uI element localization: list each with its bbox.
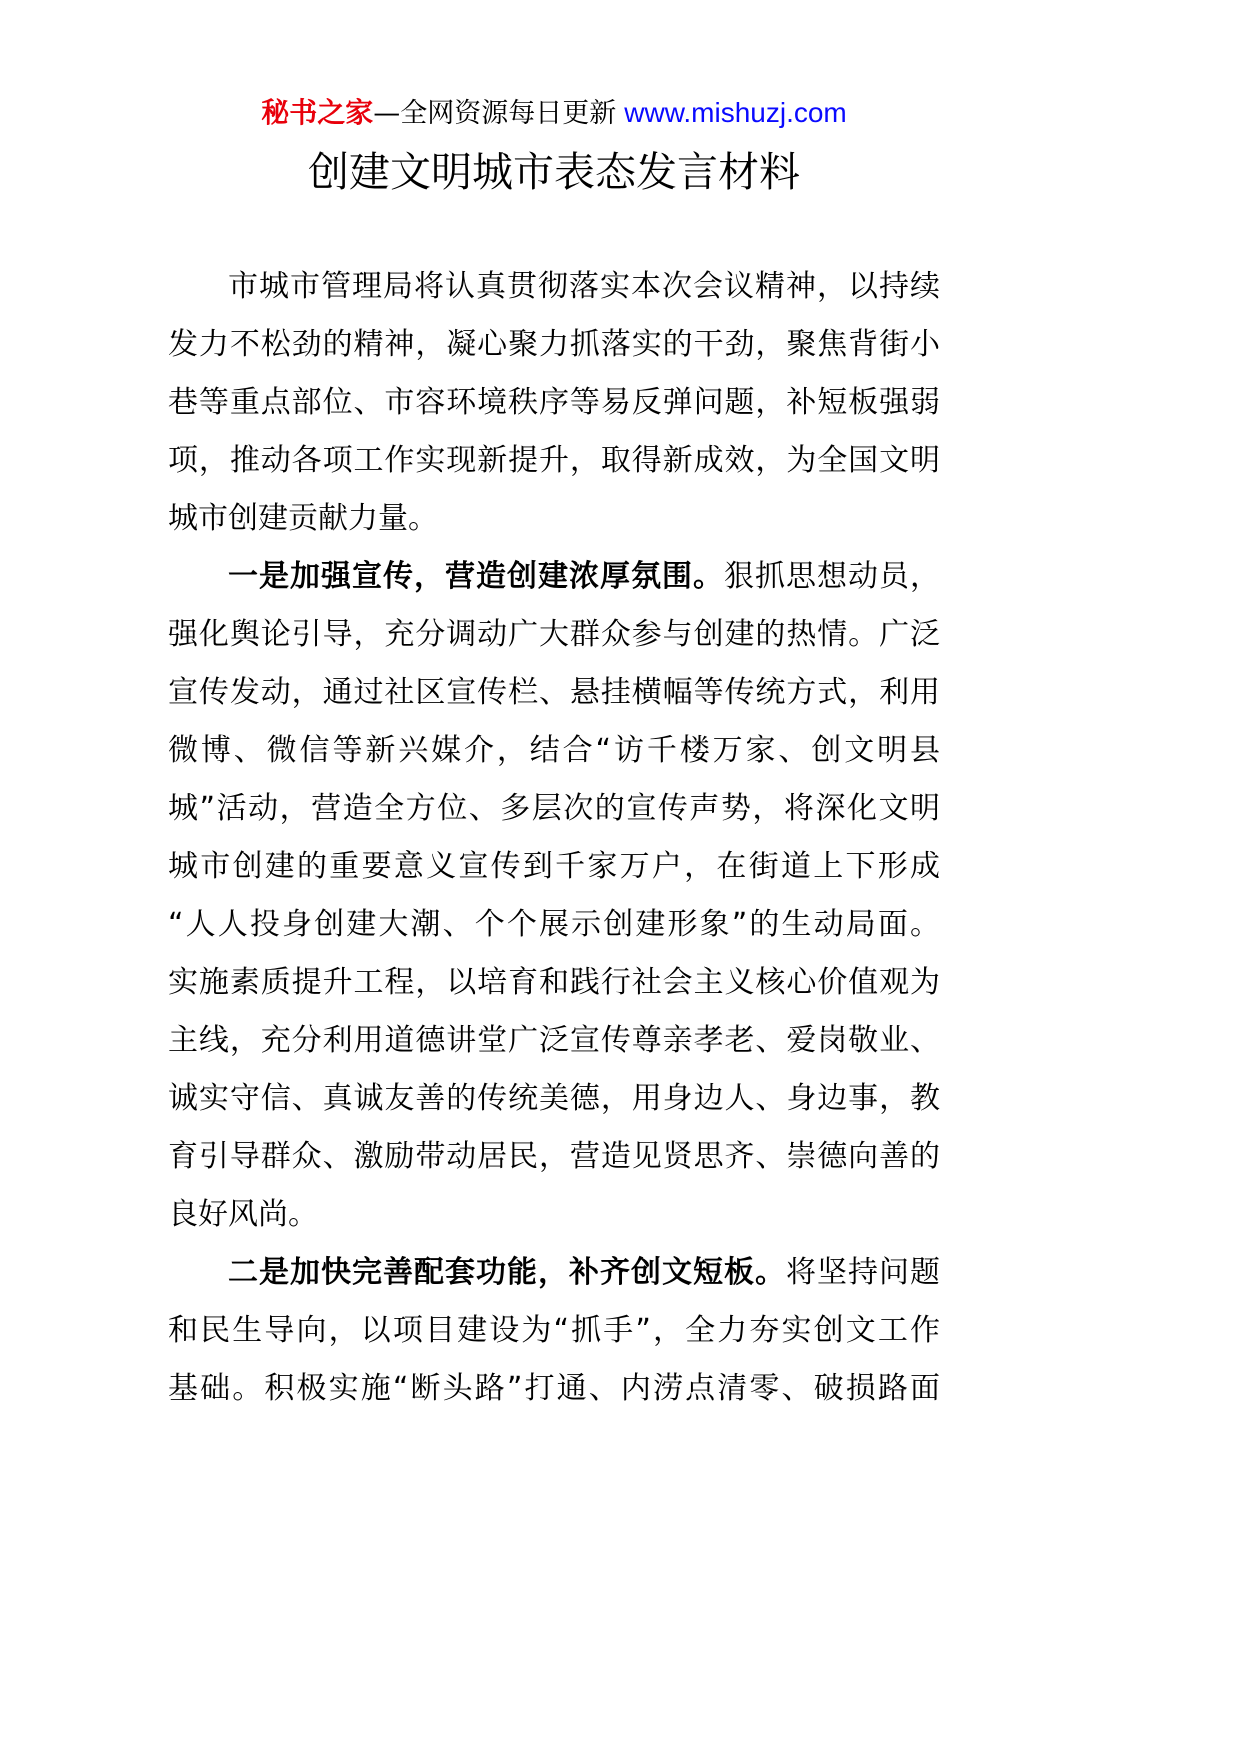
paragraph-line: 城市创建贡献力量。 (168, 501, 438, 536)
section-heading: 一是加强宣传，营造创建浓厚氛围。 (228, 559, 724, 594)
paragraph-line: 强化舆论引导，充分调动广大群众参与创建的热情。广泛 (168, 617, 940, 652)
paragraph-line: 育引导群众、激励带动居民，营造见贤思齐、崇德向善的 (168, 1139, 940, 1174)
paragraph-line: 项，推动各项工作实现新提升，取得新成效，为全国文明 (168, 443, 940, 478)
paragraph-line: 城”活动，营造全方位、多层次的宣传声势，将深化文明 (168, 791, 940, 826)
site-header (168, 93, 940, 133)
paragraph-line: 基础。积极实施“断头路”打通、内涝点清零、破损路面 (168, 1371, 940, 1406)
paragraph-line: 实施素质提升工程，以培育和践行社会主义核心价值观为 (168, 965, 940, 1000)
document-body (168, 258, 940, 1418)
site-brand: 秘书之家 (261, 96, 374, 129)
paragraph-line: 宣传发动，通过社区宣传栏、悬挂横幅等传统方式，利用 (168, 675, 940, 710)
site-url: www.mishuzj.com (624, 97, 847, 128)
paragraph-facilities (168, 1244, 940, 1418)
paragraph-text: 狠抓思想动员， (724, 559, 940, 594)
paragraph-line: 和民生导向，以项目建设为“抓手”，全力夯实创文工作 (168, 1313, 940, 1348)
paragraph-line: 微博、微信等新兴媒介，结合“访千楼万家、创文明县 (168, 733, 940, 768)
site-tagline: —全网资源每日更新 (373, 98, 617, 129)
paragraph-line: 城市创建的重要意义宣传到千家万户，在街道上下形成 (168, 849, 940, 884)
paragraph-line (168, 548, 940, 606)
paragraph-line: 巷等重点部位、市容环境秩序等易反弹问题，补短板强弱 (168, 385, 940, 420)
paragraph-line: 良好风尚。 (168, 1197, 318, 1232)
paragraph-line: “人人投身创建大潮、个个展示创建形象”的生动局面。 (168, 907, 940, 942)
paragraph-line: 发力不松劲的精神，凝心聚力抓落实的干劲，聚焦背街小 (168, 327, 940, 362)
paragraph-line: 诚实守信、真诚友善的传统美德，用身边人、身边事，教 (168, 1081, 940, 1116)
document-title: 创建文明城市表态发言材料 (308, 148, 800, 196)
paragraph-line: 主线，充分利用道德讲堂广泛宣传尊亲孝老、爱岗敬业、 (168, 1023, 940, 1058)
paragraph-publicity (168, 548, 940, 1244)
paragraph-intro (168, 258, 940, 548)
paragraph-line (168, 1244, 940, 1302)
paragraph-text: 将坚持问题 (786, 1255, 940, 1290)
section-heading: 二是加快完善配套功能，补齐创文短板。 (228, 1255, 786, 1290)
paragraph-line: 市城市管理局将认真贯彻落实本次会议精神，以持续 (228, 269, 940, 304)
